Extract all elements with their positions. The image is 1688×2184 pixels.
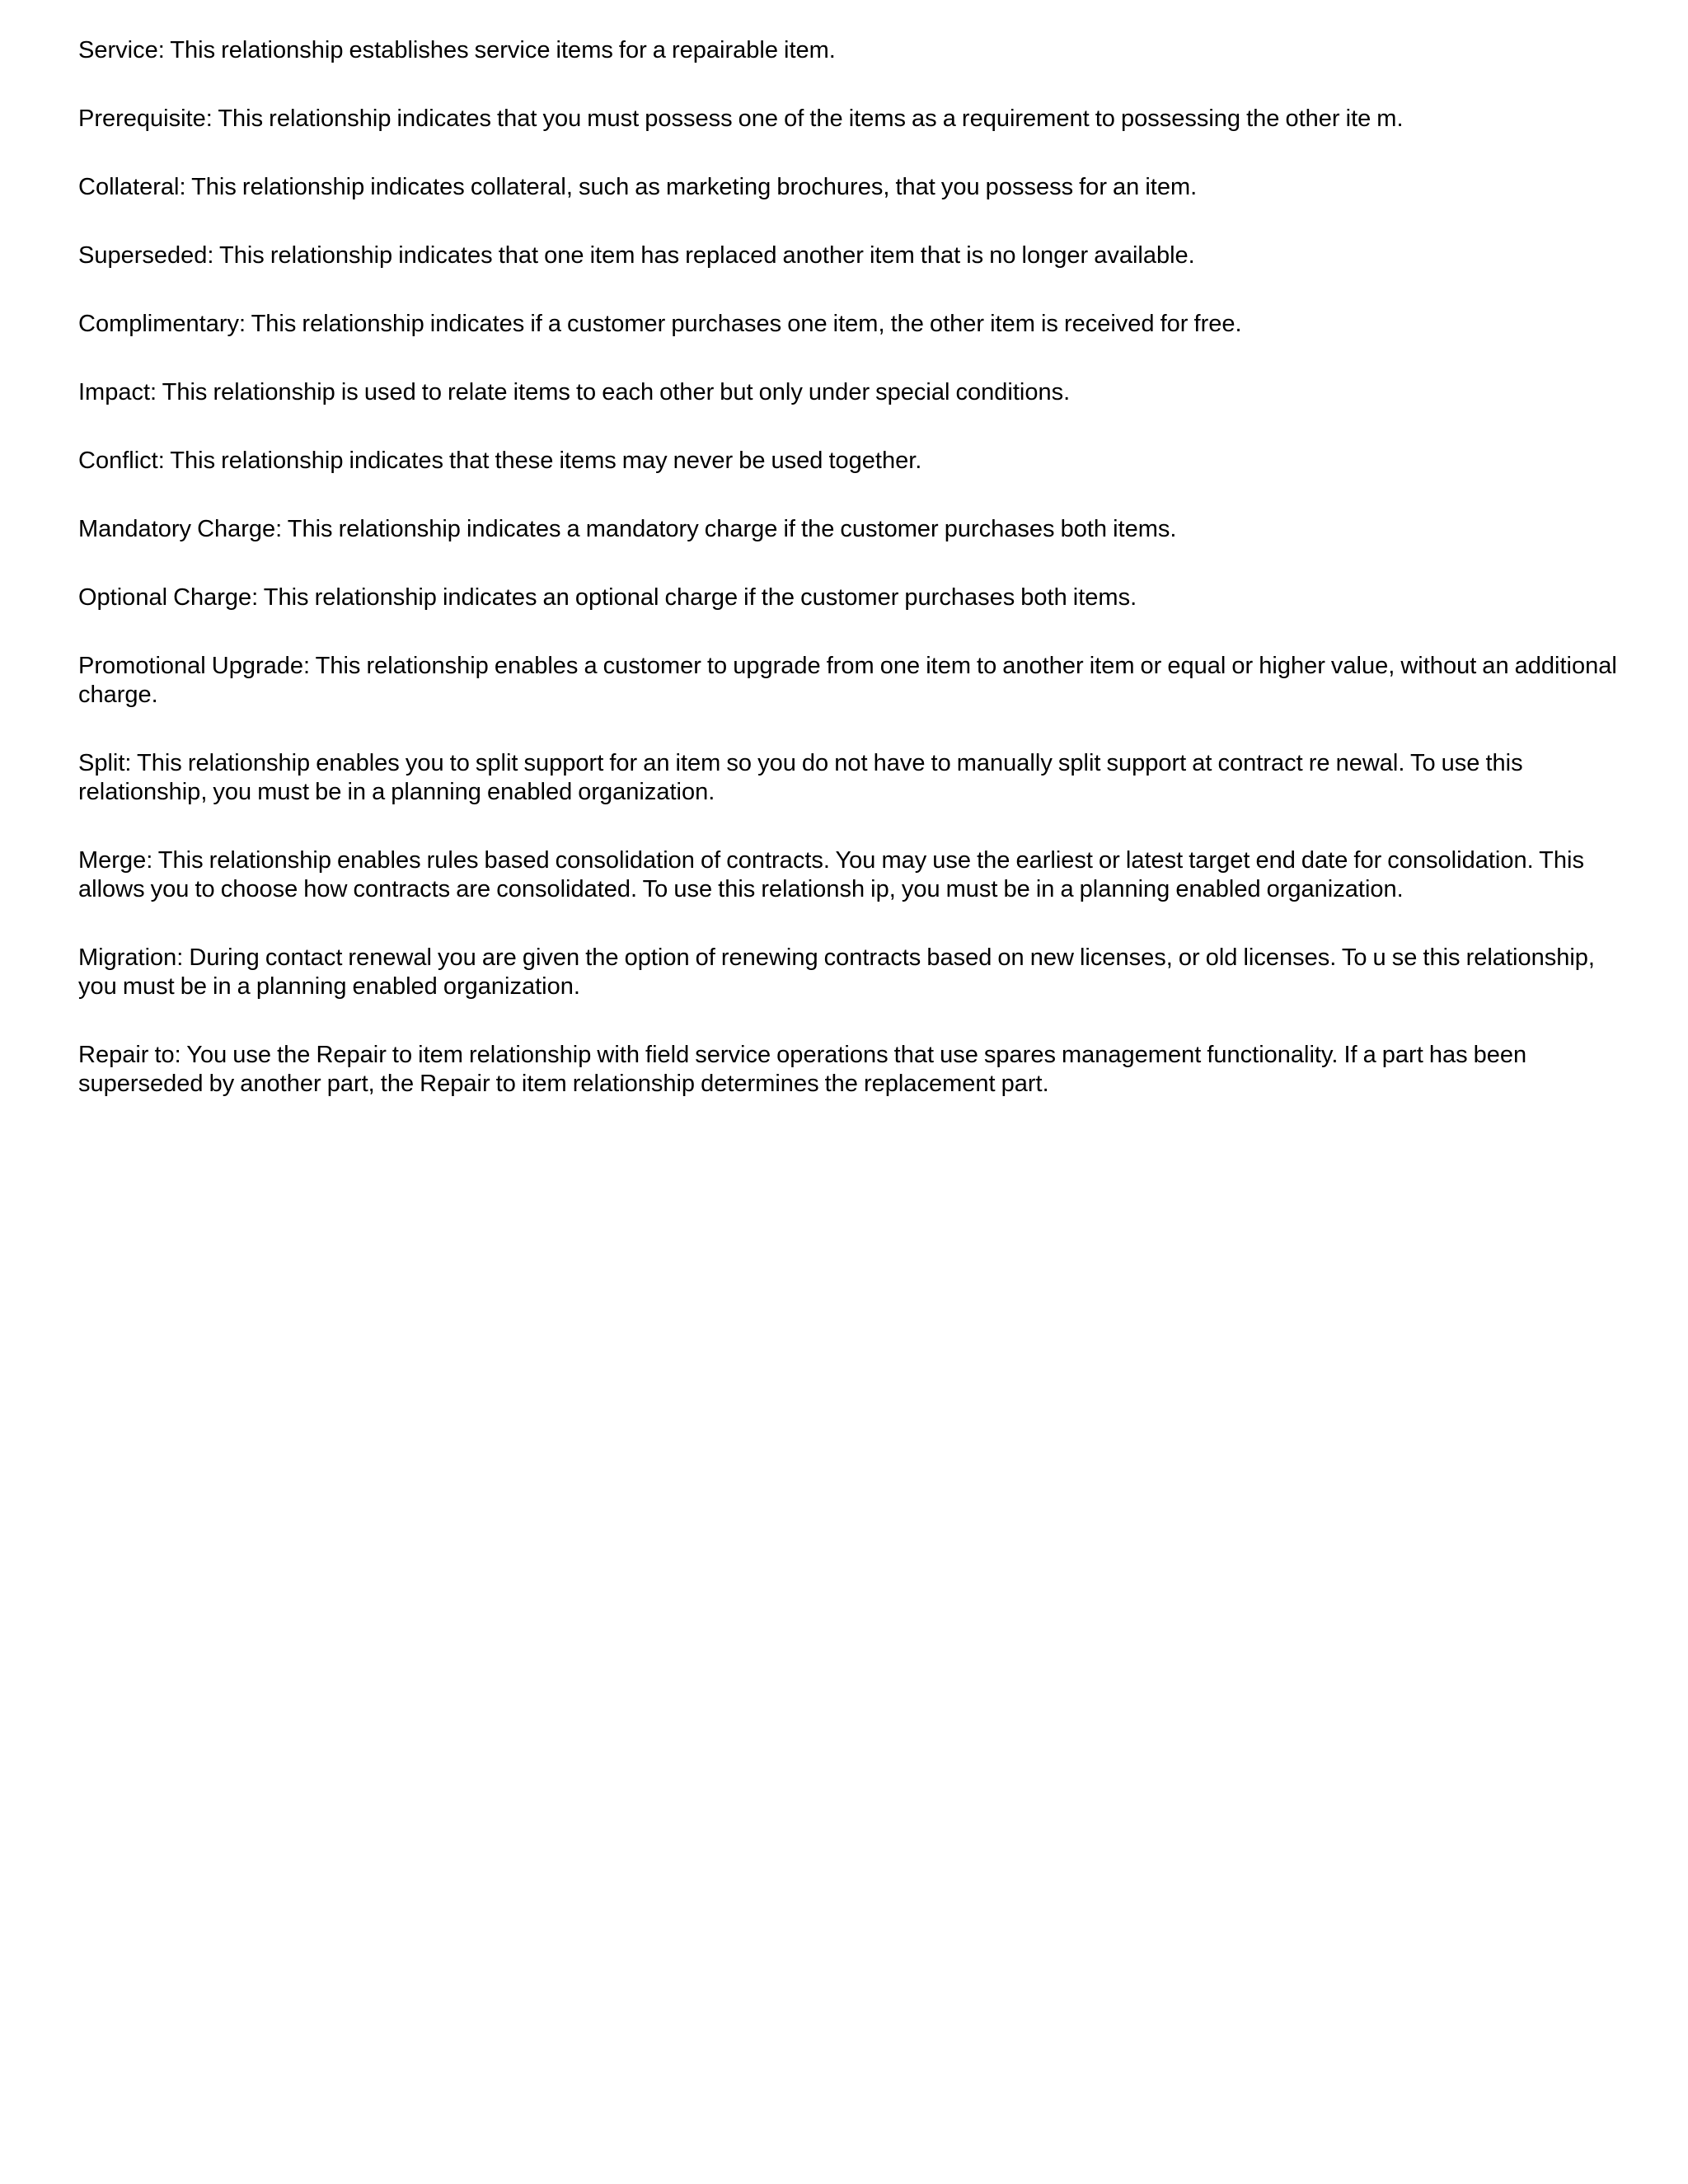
paragraph-merge: Merge: This relationship enables rules based consolidation of contracts. You may use the earliest or latest target end date for consolidation. This allows you to choose how contracts are consolidated. To use this relationsh ip, you must be in a planning enabled organization. [78, 847, 1584, 902]
paragraph-promotional-upgrade: Promotional Upgrade: This relationship enables a customer to upgrade from one item to another item or equal or higher value, without an additional charge. [78, 653, 1617, 708]
paragraph-split: Split: This relationship enables you to split support for an item so you do not have to manually split support at contract re newal. To use this relationship, you must be in a planning enabled organization. [78, 750, 1523, 805]
paragraph-complimentary: Complimentary: This relationship indicates if a customer purchases one item, the other item is received for free. [78, 311, 1242, 337]
paragraph-conflict: Conflict: This relationship indicates that these items may never be used together. [78, 448, 922, 474]
paragraph-mandatory-charge: Mandatory Charge: This relationship indicates a mandatory charge if the customer purchases both items. [78, 516, 1177, 542]
paragraph-migration: Migration: During contact renewal you are given the option of renewing contracts based on new licenses, or old licenses. To u se this relationship, you must be in a planning enabled organization. [78, 944, 1595, 1000]
paragraph-service: Service: This relationship establishes service items for a repairable item. [78, 37, 836, 63]
paragraph-superseded: Superseded: This relationship indicates that one item has replaced another item that is no longer available. [78, 242, 1195, 269]
paragraph-repair-to: Repair to: You use the Repair to item relationship with field service operations that use spares management functionality. If a part has been superseded by another part, the Repair to item relationship determines the replacement part. [78, 1042, 1527, 1097]
paragraph-impact: Impact: This relationship is used to relate items to each other but only under special conditions. [78, 379, 1071, 405]
document-body [78, 36, 1628, 1138]
paragraph-prerequisite: Prerequisite: This relationship indicates that you must possess one of the items as a requirement to possessing the other ite m. [78, 105, 1404, 132]
paragraph-collateral: Collateral: This relationship indicates collateral, such as marketing brochures, that you possess for an item. [78, 174, 1198, 200]
paragraph-optional-charge: Optional Charge: This relationship indicates an optional charge if the customer purchases both items. [78, 584, 1137, 611]
